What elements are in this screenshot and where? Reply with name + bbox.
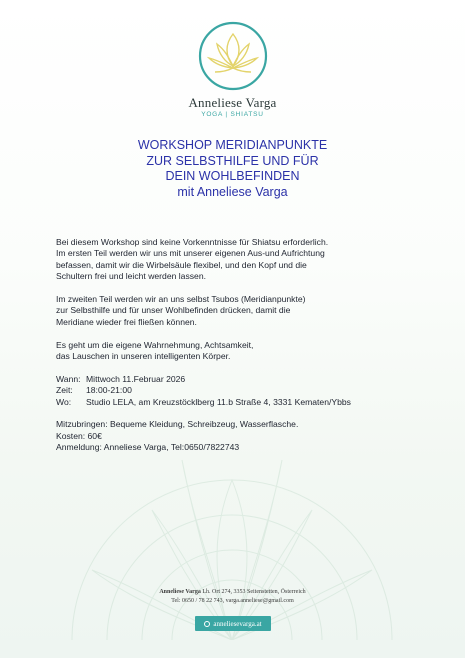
text-line: Es geht um die eigene Wahrnehmung, Achtsamkeit, bbox=[56, 339, 254, 350]
globe-icon bbox=[204, 621, 210, 627]
footer-name: Anneliese Varga bbox=[159, 589, 201, 595]
second-part-paragraph bbox=[56, 294, 416, 328]
extra-info bbox=[56, 419, 416, 453]
time-row bbox=[56, 385, 416, 396]
title-line: DEIN WOHLBEFINDEN bbox=[165, 169, 300, 183]
text-line: Schultern frei und leicht werden lassen. bbox=[56, 271, 206, 282]
date-label: Wann: bbox=[56, 373, 81, 384]
brand-tagline: YOGA | SHIATSU bbox=[201, 111, 264, 118]
title-line: WORKSHOP MERIDIANPUNKTE bbox=[137, 138, 328, 152]
text-line: Im zweiten Teil werden wir an uns selbst Tsubos (Meridianpunkte) bbox=[56, 294, 306, 305]
footer-address: Lh. Ort 274, 3353 Seitenstetten, Österreich bbox=[202, 589, 306, 595]
event-details bbox=[56, 374, 416, 408]
website-label: anneliesevarga.at bbox=[213, 619, 262, 628]
time-label: Zeit: bbox=[56, 385, 73, 396]
text-line: Meridiane wieder frei fließen können. bbox=[56, 316, 197, 327]
footer-phone-email: Tel: 0650 / 78 22 743, varga.anneliese@gmail.com bbox=[171, 598, 294, 604]
footer-contact bbox=[0, 588, 465, 606]
title-line: ZUR SELBSTHILFE UND FÜR bbox=[146, 153, 319, 168]
date-row bbox=[56, 374, 416, 385]
text-line: Im ersten Teil werden wir uns mit unserer eigenen Aus-und Aufrichtung bbox=[56, 248, 325, 259]
lotus-logo-icon bbox=[197, 20, 269, 92]
intro-paragraph bbox=[56, 237, 416, 283]
mindfulness-paragraph bbox=[56, 340, 416, 363]
date-value: Mittwoch 11.Februar 2026 bbox=[86, 373, 186, 384]
text-line: befassen, damit wir die Wirbelsäule flexibel, und den Kopf und die bbox=[56, 259, 307, 270]
location-value: Studio LELA, am Kreuzstöcklberg 11.b Straße 4, 3331 Kematen/Ybbs bbox=[86, 396, 351, 407]
location-row bbox=[56, 397, 416, 408]
cost-info: Kosten: 60€ bbox=[56, 430, 102, 441]
time-value: 18:00-21:00 bbox=[86, 385, 132, 396]
text-line: Bei diesem Workshop sind keine Vorkenntnisse für Shiatsu erforderlich. bbox=[56, 237, 329, 247]
workshop-description bbox=[56, 237, 416, 465]
website-button[interactable] bbox=[195, 616, 271, 631]
title-subline: mit Anneliese Varga bbox=[177, 184, 288, 199]
brand-name: Anneliese Varga bbox=[188, 95, 277, 110]
location-label: Wo: bbox=[56, 396, 72, 407]
registration-info: Anmeldung: Anneliese Varga, Tel:0650/7822743 bbox=[56, 442, 240, 453]
text-line: zur Selbsthilfe und für unser Wohlbefinden drücken, damit die bbox=[56, 305, 291, 316]
bring-info: Mitzubringen: Bequeme Kleidung, Schreibzeug, Wasserflasche. bbox=[56, 419, 299, 430]
workshop-title bbox=[0, 138, 465, 200]
mandala-watermark bbox=[62, 440, 402, 640]
text-line: das Lauschen in unseren intelligenten Körper. bbox=[56, 351, 231, 362]
